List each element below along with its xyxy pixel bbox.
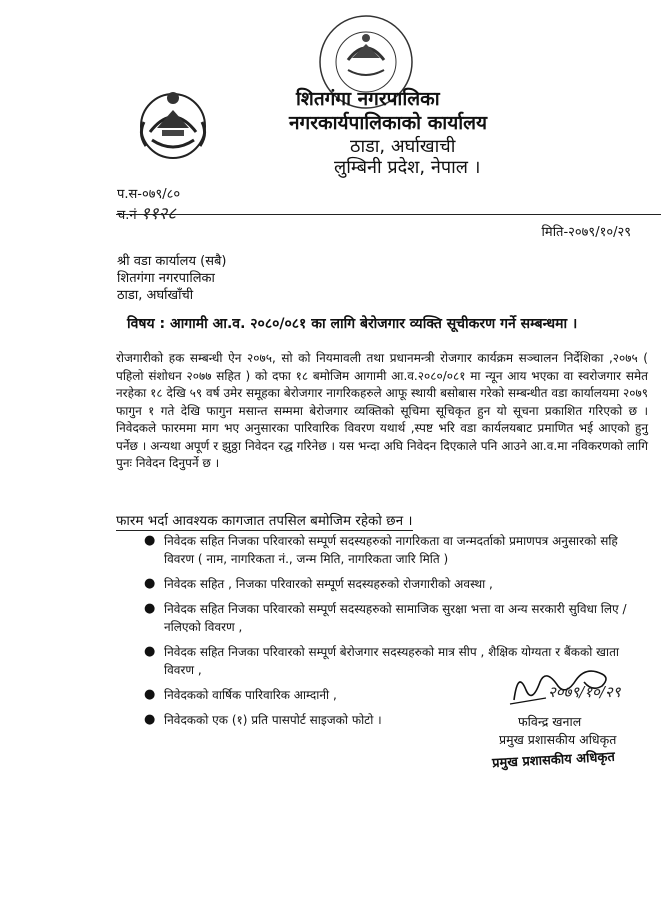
- divider-line: [116, 214, 661, 215]
- list-item-text: निवेदकको वार्षिक पारिवारिक आम्दानी ,: [164, 688, 337, 702]
- recipient-line-1: श्री वडा कार्यालय (सबै): [117, 254, 227, 269]
- title-stamp: प्रमुख प्रशासकीय अधिकृत: [491, 749, 616, 772]
- letter-subject: विषय : आगामी आ.व. २०८०/०८१ का लागि बेरोजगार व्यक्ति सूचीकरण गर्ने सम्बन्धमा ।: [127, 316, 578, 332]
- section-heading: [116, 511, 413, 529]
- signatory-title: प्रमुख प्रशासकीय अधिकृत: [499, 732, 617, 747]
- signatory-name: फविन्द्र खनाल: [518, 714, 582, 729]
- header-location: ठाडा, अर्घाखाची: [350, 136, 456, 157]
- list-item: [142, 600, 647, 636]
- list-item-text: निवेदक सहित निजका परिवारको सम्पूर्ण बेरोजगार सदस्यहरुको मात्र सीप , शैक्षिक योग्यता र बैंकको खाता विवरण ,: [164, 645, 620, 677]
- list-item-text: निवेदक सहित निजका परिवारको सम्पूर्ण सदस्यहरुको नागरिकता वा जन्मदर्ताको प्रमाणपत्र अनुसारको सहि विवरण ( नाम, नागरिकता नं., जन्म मिति, नागरिकता जारि मिति ): [164, 534, 618, 566]
- bullet-icon: ●: [144, 533, 156, 548]
- bullet-icon: ●: [144, 644, 156, 659]
- recipient-line-3: ठाडा, अर्घाखाँची: [117, 288, 194, 303]
- section-heading-text: फारम भर्दा आवश्यक कागजात तपसिल बमोजिम रहेको छन ।: [116, 513, 413, 529]
- handwritten-sign-date: २०७९/१०/२९: [548, 683, 621, 701]
- reference-ps: प.स-०७९/८०: [117, 187, 181, 202]
- reference-chn: [117, 201, 176, 224]
- body-paragraph: रोजगारीको हक सम्बन्धी ऐन २०७५, सो को नियमावली तथा प्रधानमन्त्री रोजगार कार्यक्रम सञ्चालन निर्देशिका ,२०७५ ( पहिलो संशोधन २०७७ सहित ) को दफा १८ बमोजिम आगामी आ.व.२०८०/०८१ मा न्यून आय भएका वा स्वरोजगार समेत नरहेका १८ देखि ५९ वर्ष उमेर समूहका बेरोजगार नागरिकहरुले आफू स्थायी बसोबास गरेको सम्बन्धीत वडा कार्यालयमा २०७९ फागुन १ गते देखि फागुन मसान्त सम्ममा बेरोजगार व्यक्तिको सूचिमा सूचिकृत हुन यो सूचना प्रकाशित गरिएको छ । निवेदकले फारममा माग भए अनुसारका पारिवारिक विवरण यथार्थ ,स्पष्ट भरि वडा कार्यलयबाट प्रमाणित भई आएको हुनु पर्नेछ । अन्यथा अपूर्ण र झुठ्ठा निवेदन रद्ध गरिनेछ । यस भन्दा अघि निवेदन दिएकाले पनि आउने आ.व.मा नविकरणको लागि पुनः निवेदन दिनुपर्ने छ ।: [116, 351, 648, 470]
- list-item-text: निवेदक सहित , निजका परिवारको सम्पूर्ण सदस्यहरुको रोजगारीको अवस्था ,: [164, 577, 493, 591]
- chn-label: च.नं: [117, 208, 137, 223]
- bullet-icon: ●: [144, 601, 156, 616]
- bullet-icon: ●: [144, 687, 156, 702]
- header-municipality-name: शितगंगा नगरपालिका: [296, 88, 440, 110]
- header-office-name: नगरकार्यपालिकाको कार्यालय: [289, 112, 488, 134]
- list-item: [142, 532, 647, 568]
- list-item-text: निवेदक सहित निजका परिवारको सम्पूर्ण सदस्यहरुको सामाजिक सुरक्षा भत्ता वा अन्य सरकारी सुविधा लिए / नलिएको विवरण ,: [164, 602, 627, 634]
- header-province: लुम्बिनी प्रदेश, नेपाल ।: [334, 157, 481, 178]
- government-emblem-left: [132, 82, 214, 164]
- bullet-icon: ●: [144, 712, 156, 727]
- list-item-text: निवेदकको एक (१) प्रति पासपोर्ट साइजको फोटो ।: [164, 713, 382, 727]
- recipient-line-2: शितगंगा नगरपालिका: [117, 271, 215, 286]
- bullet-icon: ●: [144, 576, 156, 591]
- chn-value-handwritten: ११२८: [140, 204, 177, 224]
- letter-date: मिति-२०७९/१०/२९: [541, 225, 631, 240]
- list-item: [142, 575, 647, 593]
